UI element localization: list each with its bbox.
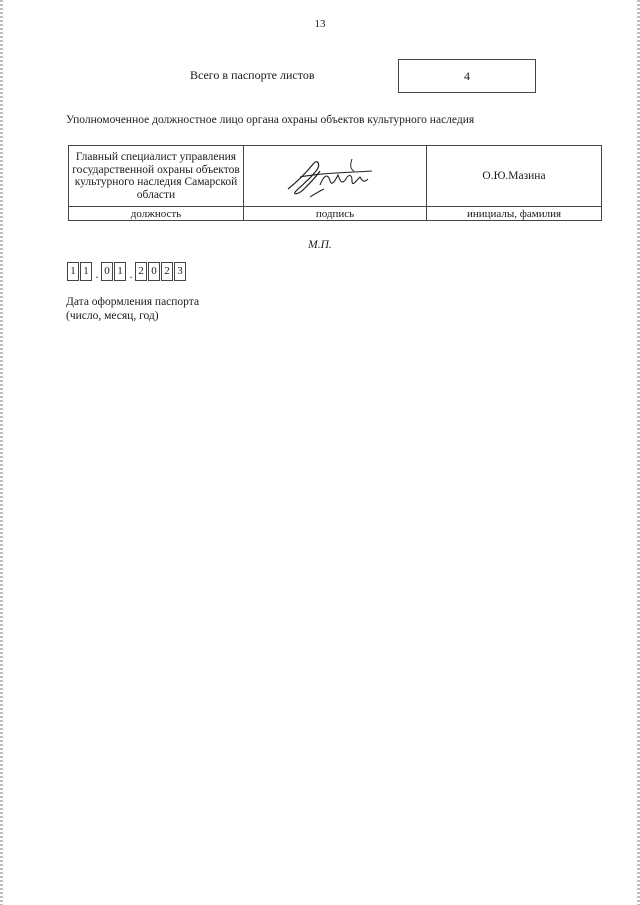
- caption-signature: подпись: [244, 207, 427, 221]
- authorized-official-line: Уполномоченное должностное лицо органа охраны объектов культурного наследия: [66, 114, 475, 126]
- date-year-digit: 0: [148, 262, 160, 281]
- date-caption-title: Дата оформления паспорта: [66, 296, 200, 308]
- date-month-digit: 1: [114, 262, 126, 281]
- date-separator: .: [129, 267, 133, 281]
- date-caption: [66, 295, 199, 323]
- scan-edge-left: [0, 0, 3, 905]
- caption-position: должность: [69, 207, 244, 221]
- date-separator: .: [95, 267, 99, 281]
- date-year-digit: 2: [161, 262, 173, 281]
- caption-name: инициалы, фамилия: [427, 207, 602, 221]
- stamp-place-mark: М.П.: [308, 239, 332, 251]
- signature-table-captions-row: [69, 207, 602, 221]
- date-year-digit: 2: [135, 262, 147, 281]
- page-number: 13: [314, 18, 326, 30]
- official-name: О.Ю.Мазина: [427, 146, 602, 207]
- handwritten-signature: [280, 151, 390, 201]
- date-day-digit: 1: [67, 262, 79, 281]
- date-year-digit: 3: [174, 262, 186, 281]
- issue-date: [67, 262, 187, 281]
- sheets-count-box: 4: [398, 59, 536, 93]
- sheets-count-label: Всего в паспорте листов: [190, 68, 315, 82]
- date-day-digit: 1: [80, 262, 92, 281]
- signature-table: [68, 145, 602, 221]
- date-month-digit: 0: [101, 262, 113, 281]
- signature-table-main-row: [69, 146, 602, 207]
- date-caption-format: (число, месяц, год): [66, 310, 159, 322]
- signature-cell: [244, 146, 427, 207]
- official-position: Главный специалист управления государственной охраны объектов культурного наследия Самарской области: [69, 146, 244, 207]
